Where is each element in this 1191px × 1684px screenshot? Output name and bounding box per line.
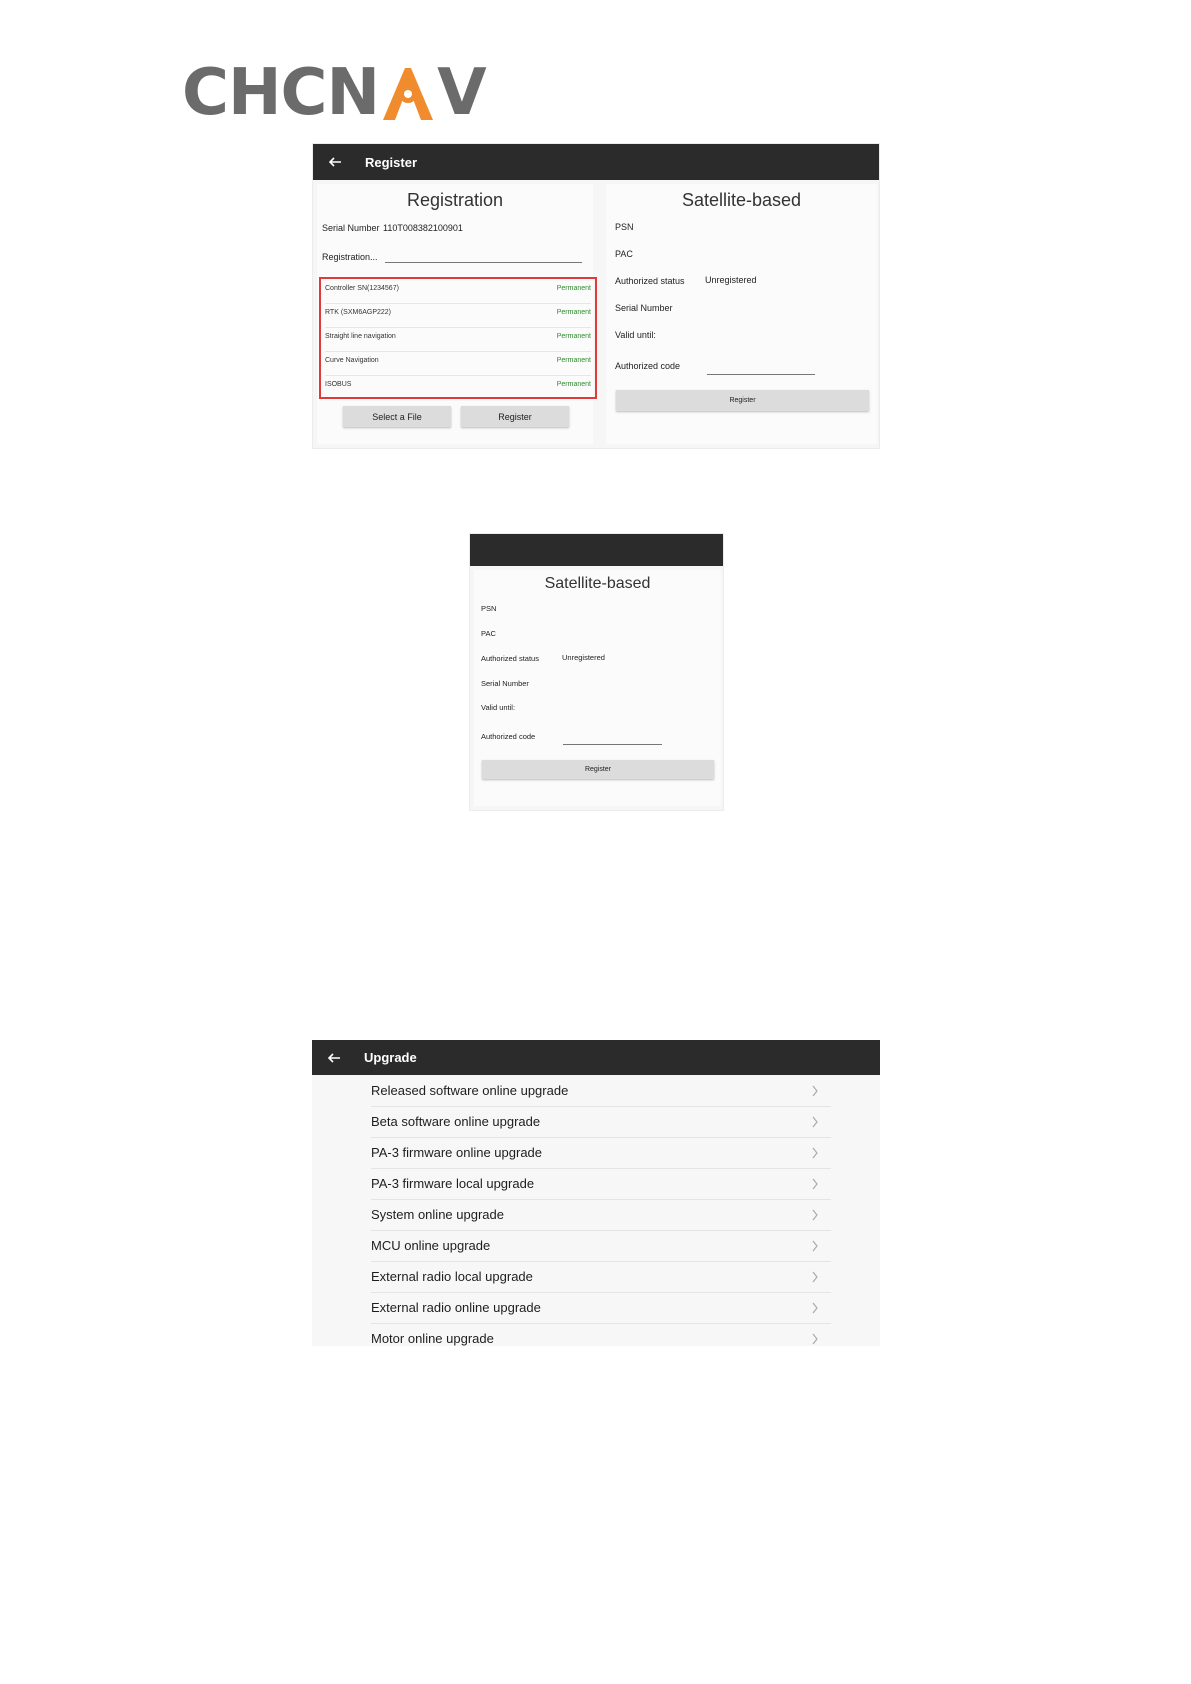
arrow-left-icon[interactable] (326, 1050, 342, 1066)
license-name: Straight line navigation (325, 333, 396, 340)
list-item[interactable] (371, 1323, 831, 1346)
license-name: ISOBUS (325, 381, 352, 388)
list-item-label: Released software online upgrade (371, 1083, 569, 1098)
license-status: Permanent (556, 381, 591, 388)
authorized-status-value: Unregistered (705, 275, 757, 285)
list-item-label: System online upgrade (371, 1207, 504, 1222)
logo-text-right: V (437, 56, 486, 130)
authorized-status-value: Unregistered (562, 653, 605, 662)
serial-number-label: Serial Number (322, 223, 380, 233)
satellite-panel (606, 184, 877, 444)
list-item[interactable] (371, 1199, 831, 1231)
valid-until-label: Valid until: (615, 330, 656, 340)
list-item-label: PA-3 firmware local upgrade (371, 1176, 535, 1191)
license-row (325, 303, 591, 328)
license-status: Permanent (556, 309, 591, 316)
chevron-right-icon (811, 1240, 819, 1252)
license-name: RTK (SXM6AGP222) (325, 309, 392, 316)
psn-label: PSN (481, 604, 497, 613)
list-item[interactable] (371, 1168, 831, 1200)
satellite-heading: Satellite-based (681, 190, 802, 210)
license-row (325, 375, 591, 399)
location-pin-a-icon (379, 64, 437, 122)
satellite-heading: Satellite-based (544, 575, 651, 592)
arrow-left-icon[interactable] (327, 154, 343, 170)
list-item-label: MCU online upgrade (371, 1238, 491, 1253)
register-topbar (313, 144, 879, 180)
license-row (325, 279, 591, 304)
license-name: Controller SN(1234567) (325, 285, 399, 292)
logo-text-left: CHCN (182, 56, 380, 130)
satellite-panel-standalone (474, 570, 721, 806)
list-item-label: Beta software online upgrade (371, 1114, 541, 1129)
upgrade-screen (312, 1040, 880, 1346)
license-status: Permanent (556, 357, 591, 364)
chcnav-logo (182, 56, 486, 130)
authorized-code-label: Authorized code (615, 361, 681, 371)
serial-number-label: Serial Number (615, 303, 673, 313)
satellite-screen (469, 533, 724, 811)
chevron-right-icon (811, 1178, 819, 1190)
list-item[interactable] (371, 1292, 831, 1324)
valid-until-label: Valid until: (481, 703, 516, 712)
psn-label: PSN (615, 222, 634, 232)
registration-label: Registration... (322, 252, 378, 262)
chevron-right-icon (811, 1209, 819, 1221)
license-name: Curve Navigation (325, 357, 379, 364)
serial-number-label: Serial Number (481, 679, 529, 688)
registration-panel (317, 184, 593, 444)
list-item[interactable] (371, 1230, 831, 1262)
register-title: Register (365, 154, 418, 170)
license-status: Permanent (556, 285, 591, 292)
authorized-code-input[interactable] (707, 374, 815, 375)
authorized-status-label: Authorized status (615, 276, 685, 286)
list-item-label: External radio local upgrade (371, 1269, 533, 1284)
chevron-right-icon (811, 1333, 819, 1345)
list-item[interactable] (371, 1075, 831, 1107)
authorized-status-label: Authorized status (481, 654, 539, 663)
list-item-label: PA-3 firmware online upgrade (371, 1145, 543, 1160)
satellite-register-button[interactable]: Register (616, 390, 869, 411)
register-screen (312, 143, 880, 449)
authorized-code-label: Authorized code (481, 732, 536, 741)
upgrade-title: Upgrade (364, 1050, 417, 1065)
registration-input[interactable] (385, 262, 582, 263)
register-button[interactable]: Register (461, 406, 569, 427)
chevron-right-icon (811, 1116, 819, 1128)
pac-label: PAC (481, 629, 496, 638)
license-status: Permanent (556, 333, 591, 340)
license-list-highlight (319, 277, 597, 399)
chevron-right-icon (811, 1085, 819, 1097)
authorized-code-input[interactable] (563, 744, 662, 745)
satellite-register-button[interactable]: Register (482, 760, 714, 779)
license-row (325, 327, 591, 352)
satellite-topbar (470, 534, 723, 566)
upgrade-topbar (312, 1040, 880, 1075)
pac-label: PAC (615, 249, 633, 259)
list-item[interactable] (371, 1106, 831, 1138)
list-item[interactable] (371, 1137, 831, 1169)
license-row (325, 351, 591, 376)
list-item-label: External radio online upgrade (371, 1300, 541, 1315)
chevron-right-icon (811, 1302, 819, 1314)
serial-number-value: 110T008382100901 (383, 223, 463, 233)
chevron-right-icon (811, 1147, 819, 1159)
select-file-button[interactable]: Select a File (343, 406, 451, 427)
registration-heading: Registration (406, 190, 504, 210)
list-item[interactable] (371, 1261, 831, 1293)
chevron-right-icon (811, 1271, 819, 1283)
list-item-label: Motor online upgrade (371, 1331, 494, 1346)
